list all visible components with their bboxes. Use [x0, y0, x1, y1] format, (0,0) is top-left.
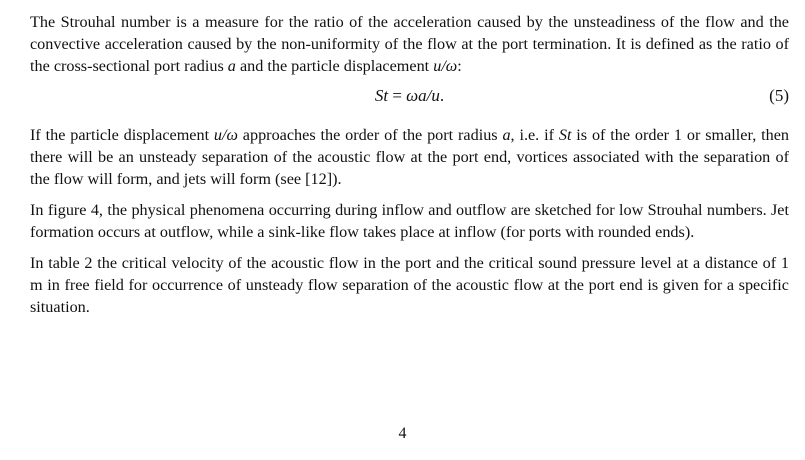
math-particle-displacement: u/ω: [213, 126, 238, 144]
equation-rhs: ωa/u: [406, 86, 440, 105]
math-variable-a: a: [502, 126, 511, 144]
equation-body: [30, 86, 789, 106]
paragraph-text: If the particle displacement: [30, 126, 214, 144]
paragraph-figure-4: In figure 4, the physical phenomena occurring during inflow and outflow are sketched for low Strouhal numbers. Jet formation occurs at outflow, while a sink-like flow takes place at inflow (for ports with rounded ends).: [30, 201, 789, 241]
paragraph-table-2: In table 2 the critical velocity of the acoustic flow in the port and the critical sound pressure level at a distance of 1 m in free field for occurrence of unsteady flow separation of the acoustic flow at the port end is given for a specific situation.: [30, 254, 789, 316]
paragraph-text: approaches the order of the port radius: [237, 126, 503, 144]
math-particle-displacement: u/ω: [433, 57, 458, 75]
equation-equals: =: [388, 86, 407, 105]
document-page: [30, 11, 789, 327]
paragraph-text: and the particle displacement: [235, 57, 434, 75]
paragraph-strouhal-definition: [30, 11, 789, 77]
paragraph-text: :: [457, 57, 462, 75]
equation-5: [30, 86, 789, 112]
math-variable-st: St: [558, 126, 572, 144]
equation-number: (5): [769, 86, 789, 105]
math-variable-a: a: [227, 57, 236, 75]
page-number: 4: [398, 425, 407, 442]
paragraph-unsteady-separation: [30, 124, 789, 190]
equation-period: .: [439, 86, 445, 105]
paragraph-text: The Strouhal number is a measure for the ratio of the acceleration caused by the unsteadiness of the flow and the convective acceleration caused by the non-uniformity of the flow at the port termination. It is defined as the ratio of the cross-sectional port radius: [30, 13, 789, 75]
equation-lhs: St: [374, 86, 389, 105]
paragraph-text: is of the order 1 or smaller, then there will be an unsteady separation of the acoustic flow at the port end, vortices associated with the separation of the flow will form, and jets will form (see [12]).: [30, 126, 789, 188]
paragraph-text: , i.e. if: [510, 126, 559, 144]
